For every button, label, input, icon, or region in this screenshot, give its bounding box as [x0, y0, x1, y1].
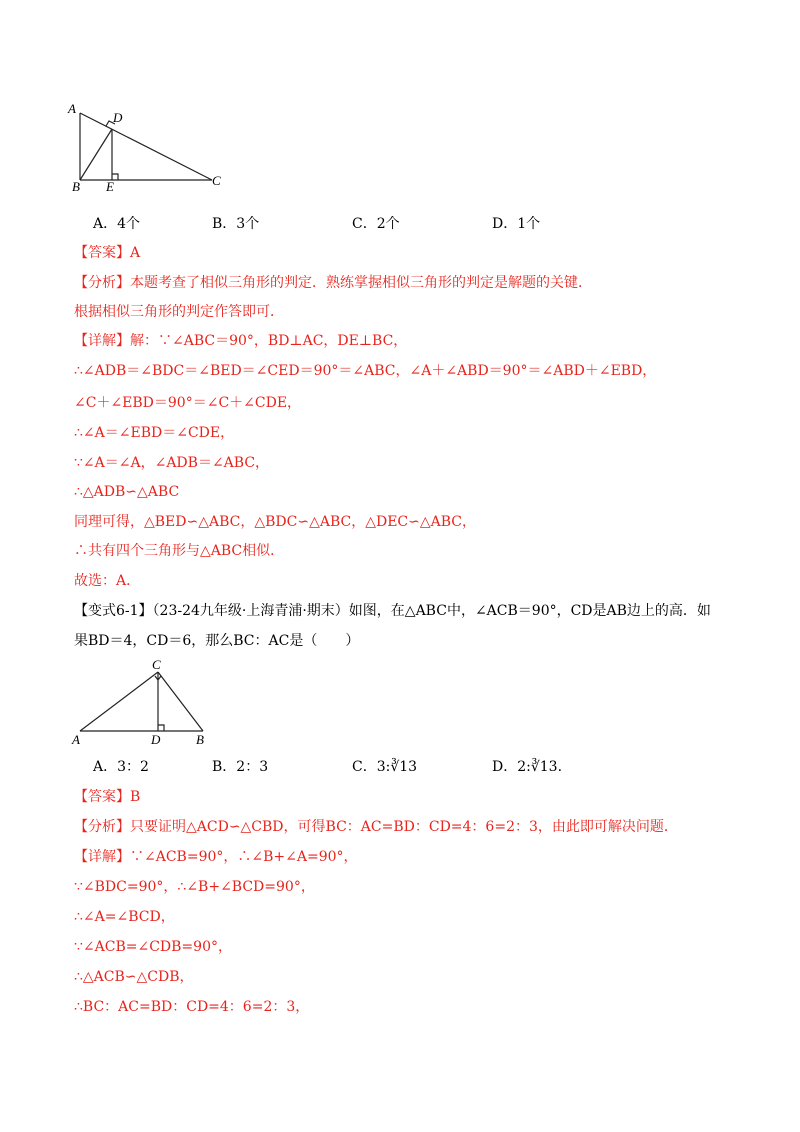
option-a: A．4个 — [93, 216, 141, 232]
option-d: D．1个 — [492, 216, 541, 232]
option-c-2 — [352, 757, 417, 777]
detail-1-line8: ∴共有四个三角形与△ABC相似． — [74, 543, 285, 559]
detail-1-line3: ∠C＋∠EBD＝90°＝∠C＋∠CDE， — [74, 395, 302, 411]
option-a-2: A．3：2 — [93, 759, 149, 775]
option-b: B．3个 — [212, 216, 260, 232]
detail-1-line5: ∵∠A＝∠A，∠ADB＝∠ABC， — [74, 455, 270, 471]
segment-bd — [80, 129, 112, 180]
detail-2-line2: ∵∠BDC=90°，∴∠B+∠BCD=90°， — [74, 879, 315, 895]
label-e: E — [106, 179, 114, 194]
option-c-2-prefix: C． — [352, 759, 377, 775]
label-c: C — [152, 657, 161, 672]
label-d: D — [151, 732, 161, 747]
detail-1-line4: ∴∠A＝∠EBD＝∠CDE， — [74, 425, 235, 441]
option-d-2 — [492, 757, 562, 777]
label-c: C — [212, 173, 221, 188]
answer-1: 【答案】A — [74, 245, 141, 261]
analysis-2: 【分析】只要证明△ACD∽△CBD，可得BC：AC=BD：CD=4：6=2：3，由此即可解决问题． — [74, 819, 678, 835]
detail-2-line5: ∴△ACB∽△CDB， — [74, 969, 194, 985]
label-d: D — [113, 110, 123, 125]
option-d-2-prefix: D． — [492, 759, 518, 775]
right-angle-mark-d — [158, 725, 164, 731]
detail-1-line1: 【详解】解：∵∠ABC＝90°，BD⊥AC，DE⊥BC， — [74, 333, 408, 349]
detail-1-line6: ∴△ADB∽△ABC — [74, 484, 180, 500]
option-b-2: B．2：3 — [212, 759, 269, 775]
detail-2-line1: 【详解】∵∠ACB=90°，∴∠B+∠A=90°， — [74, 849, 358, 865]
analysis-1-line2: 根据相似三角形的判定作答即可． — [74, 304, 284, 320]
label-b: B — [196, 732, 204, 747]
segment-bc — [158, 672, 203, 731]
option-d-2-value: 2:∛13. — [517, 759, 563, 775]
detail-2-line3: ∴∠A=∠BCD， — [74, 909, 175, 925]
label-a: A — [72, 732, 80, 747]
question-2-line2: 果BD＝4，CD＝6，那么BC：AC是（ ） — [74, 633, 360, 649]
label-a: A — [68, 101, 76, 116]
answer-2: 【答案】B — [74, 789, 141, 805]
option-c-2-value: 3:∛13 — [376, 759, 418, 775]
segment-ac — [80, 672, 158, 731]
label-b: B — [72, 179, 80, 194]
detail-1-line2: ∴∠ADB＝∠BDC＝∠BED＝∠CED＝90°＝∠ABC，∠A＋∠ABD＝90°＝∠ABD＋∠EBD， — [74, 363, 657, 379]
detail-2-line4: ∵∠ACB=∠CDB=90°， — [74, 939, 232, 955]
figure-right-triangle-abc-with-altitudes — [66, 100, 236, 195]
detail-2-line6: ∴BC：AC=BD：CD=4：6=2：3， — [74, 999, 310, 1015]
segment-ac — [80, 113, 212, 180]
figure-triangle-abc-with-altitude-cd — [66, 656, 216, 748]
option-c: C．2个 — [352, 216, 400, 232]
analysis-1-line1: 【分析】本题考查了相似三角形的判定．熟练掌握相似三角形的判定是解题的关键． — [74, 275, 592, 291]
detail-1-line7: 同理可得，△BED∽△ABC，△BDC∽△ABC，△DEC∽△ABC， — [74, 514, 477, 530]
detail-1-line9: 故选：A． — [74, 573, 141, 589]
question-2-line1: 【变式6-1】（23-24九年级·上海青浦·期末）如图，在△ABC中，∠ACB＝90°，CD是AB边上的高．如 — [74, 603, 711, 619]
